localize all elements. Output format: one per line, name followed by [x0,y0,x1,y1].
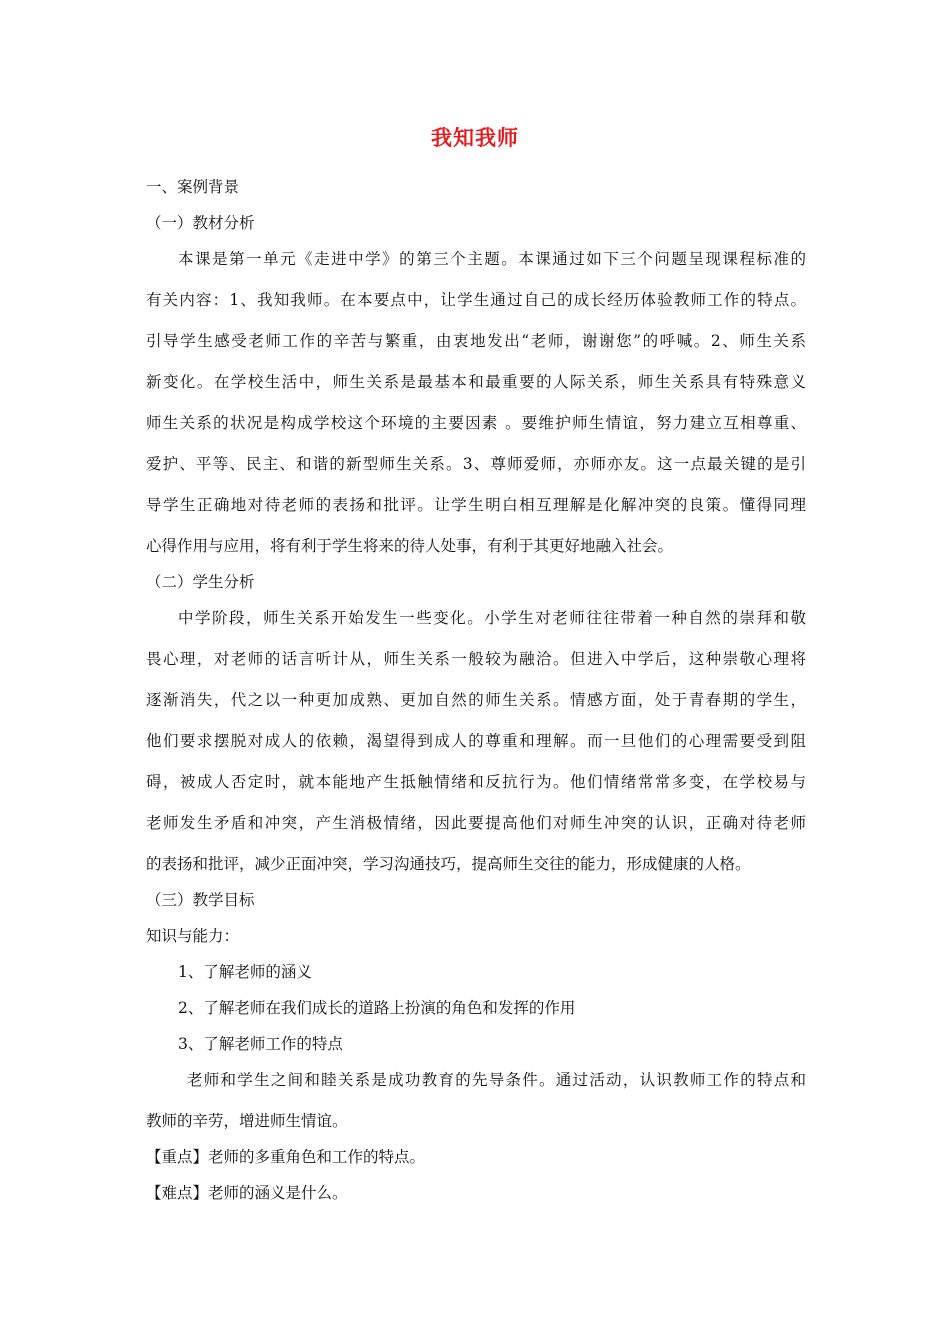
goal-item: 1、了解老师的涵义 [178,963,312,981]
goal-item: 2、了解老师在我们成长的道路上扮演的角色和发挥的作用 [178,999,576,1017]
paragraph-line: 老师和学生之间和睦关系是成功教育的先导条件。通过活动，认识教师工作的特点和 [187,1071,806,1089]
paragraph-line: 逐渐消失，代之以一种更加成熟、更加自然的师生关系。情感方面，处于青春期的学生， [146,691,806,709]
paragraph-line: 他们要求摆脱对成人的依赖，渴望得到成人的尊重和理解。而一旦他们的心理需要受到阻 [146,732,806,750]
paragraph-line: 爱护、平等、民主、和谐的新型师生关系。3、尊师爱师，亦师亦友。这一点最关键的是引 [146,455,806,473]
paragraph-line: 的表扬和批评，减少正面冲突，学习沟通技巧，提高师生交往的能力，形成健康的人格。 [146,855,751,873]
paragraph-line: 畏心理，对老师的话言听计从，师生关系一般较为融洽。但进入中学后，这种崇敬心理将 [146,650,806,668]
goal-item: 3、了解老师工作的特点 [178,1035,343,1053]
paragraph-line: 教师的辛劳，增进师生情谊。 [146,1112,348,1130]
paragraph-line: 引导学生感受老师工作的辛苦与繁重，由衷地发出“老师，谢谢您”的呼喊。2、师生关系 [146,332,806,350]
paragraph-line: 中学阶段，师生关系开始发生一些变化。小学生对老师往往带着一种自然的崇拜和敬 [178,609,806,627]
knowledge-ability-label: 知识与能力： [146,927,240,945]
difficult-point: 【难点】老师的涵义是什么。 [146,1184,348,1202]
paragraph-line: 碍，被成人否定时，就本能地产生抵触情绪和反抗行为。他们情绪常常多变，在学校易与 [146,773,806,791]
section-heading-background: 一、案例背景 [146,178,240,196]
subheading-teaching-goals: （三）教学目标 [146,891,255,909]
paragraph-line: 新变化。在学校生活中，师生关系是最基本和最重要的人际关系，师生关系具有特殊意义 [146,373,806,391]
paragraph-line: 有关内容：1、我知我师。在本要点中，让学生通过自己的成长经历体验教师工作的特点。 [146,291,806,309]
subheading-student-analysis: （二）学生分析 [146,573,255,591]
paragraph-line: 师生关系的状况是构成学校这个环境的主要因素 。要维护师生情谊，努力建立互相尊重、 [146,414,806,432]
paragraph-line: 老师发生矛盾和冲突，产生消极情绪，因此要提高他们对师生冲突的认识，正确对待老师 [146,814,806,832]
subheading-textbook-analysis: （一）教材分析 [146,214,255,232]
paragraph-line: 本课是第一单元《走进中学》的第三个主题。本课通过如下三个问题呈现课程标准的 [178,250,806,268]
paragraph-line: 心得作用与应用，将有利于学生将来的待人处事，有利于其更好地融入社会。 [146,537,674,555]
key-point: 【重点】老师的多重角色和工作的特点。 [146,1148,426,1166]
paragraph-line: 导学生正确地对待老师的表扬和批评。让学生明白相互理解是化解冲突的良策。懂得同理 [146,496,806,514]
document-title: 我知我师 [431,126,519,150]
